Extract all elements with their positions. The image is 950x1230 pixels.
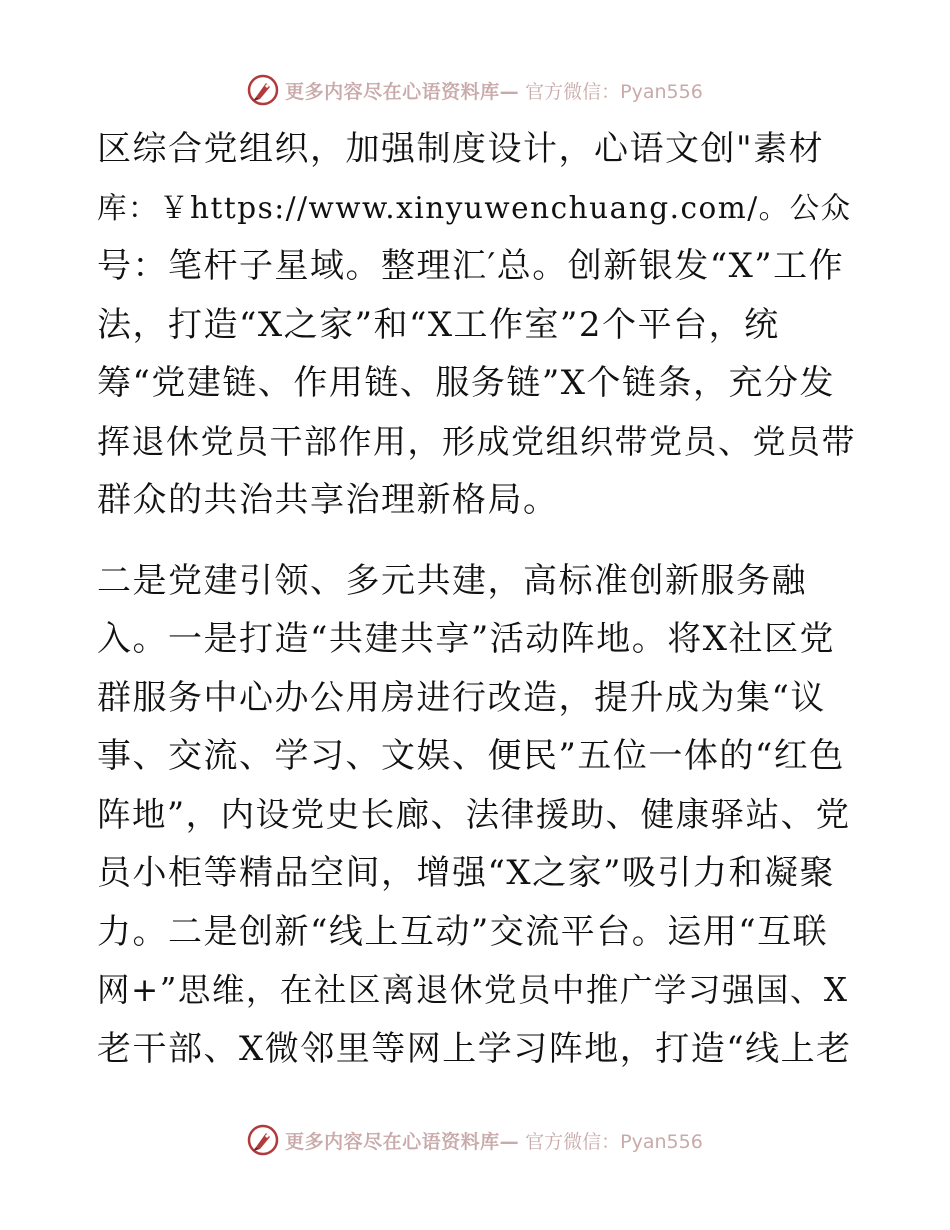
paragraph-line: 力。二是创新“线上互动”交流平台。运用“互联 [97, 911, 829, 952]
paragraph-line: 号：笔杆子星域。整理汇′总。创新银发“X”工作 [97, 246, 845, 286]
paragraph-line: 阵地”，内设党史长廊、法律援助、健康驿站、党 [97, 794, 851, 834]
paragraph-line: 网+”思维，在社区离退休党员中推广学习强国、X [97, 971, 849, 1009]
footer-banner [0, 1120, 950, 1160]
paragraph-line: 老干部、X微邻里等网上学习阵地，打造“线上老 [97, 1028, 852, 1069]
document-body [97, 120, 857, 1078]
footer-banner-text: 更多内容尽在心语资料库— [285, 1130, 520, 1153]
paragraph-line: 区综合党组织，加强制度设计，心语文创"素材 [97, 129, 825, 169]
paragraph-line: 入。一是打造“共建共享”活动阵地。将X社区党 [97, 619, 835, 659]
paragraph-2 [97, 552, 857, 1079]
paragraph-line: 群众的共治共享治理新格局。 [97, 480, 559, 520]
paragraph-line: 事、交流、学习、文娱、便民”五位一体的“红色 [97, 736, 845, 776]
paragraph-line: 员小柜等精品空间，增强“X之家”吸引力和凝聚 [97, 853, 835, 893]
header-banner [0, 70, 950, 110]
pen-nib-logo-icon [247, 74, 279, 106]
paragraph-line: 二是党建引领、多元共建，高标准创新服务融 [97, 560, 807, 601]
header-wechat-text: 官方微信：Pyan556 [525, 80, 703, 103]
paragraph-line: 群服务中心办公用房进行改造，提升成为集“议 [97, 677, 826, 718]
paragraph-line: 库：￥https://www.xinyuwenchuang.com/。公众 [97, 190, 852, 225]
paragraph-1 [97, 120, 857, 530]
pen-nib-logo-icon [247, 1124, 279, 1156]
paragraph-line: 筹“党建链、作用链、服务链”X个链条，充分发 [97, 363, 835, 403]
paragraph-line: 法，打造“X之家”和“X工作室”2个平台，统 [97, 304, 780, 345]
paragraph-line: 挥退休党员干部作用，形成党组织带党员、党员带 [97, 421, 856, 461]
header-banner-text: 更多内容尽在心语资料库— [285, 80, 520, 103]
footer-wechat-text: 官方微信：Pyan556 [525, 1130, 703, 1153]
